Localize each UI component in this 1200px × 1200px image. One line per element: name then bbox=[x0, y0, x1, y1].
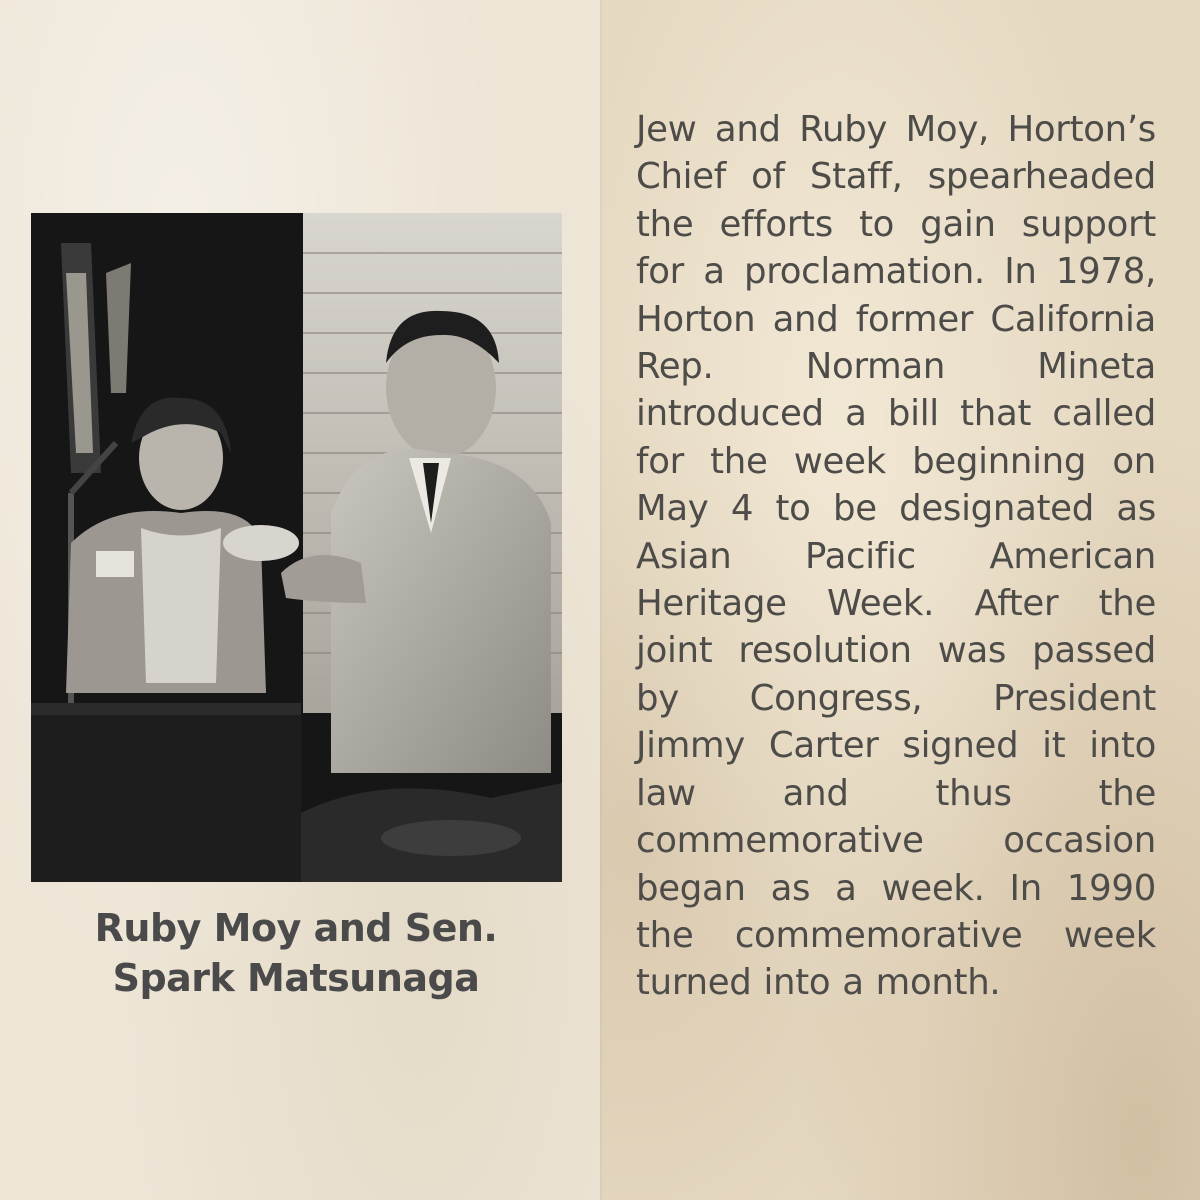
history-paragraph: Jew and Ruby Moy, Horton’s Chief of Staff, spearheaded the efforts to gain support for a proclamation. In 1978, Horton and former California Rep. Norman Mineta introduced a bill that called for the week beginning on May 4 to be designated as Asian Pacific American Heritage Week. After the joint resolution was passed by Congress, President Jimmy Carter signed it into law and thus the commemorative occasion began as a week. In 1990 the commemorative week turned into a month. bbox=[636, 109, 1156, 1004]
caption-line-1: Ruby Moy and Sen. bbox=[94, 906, 498, 950]
photo-caption bbox=[20, 903, 572, 1003]
caption-line-2: Spark Matsunaga bbox=[112, 956, 480, 1000]
historical-photo bbox=[31, 213, 562, 882]
photo-icon bbox=[31, 213, 562, 882]
